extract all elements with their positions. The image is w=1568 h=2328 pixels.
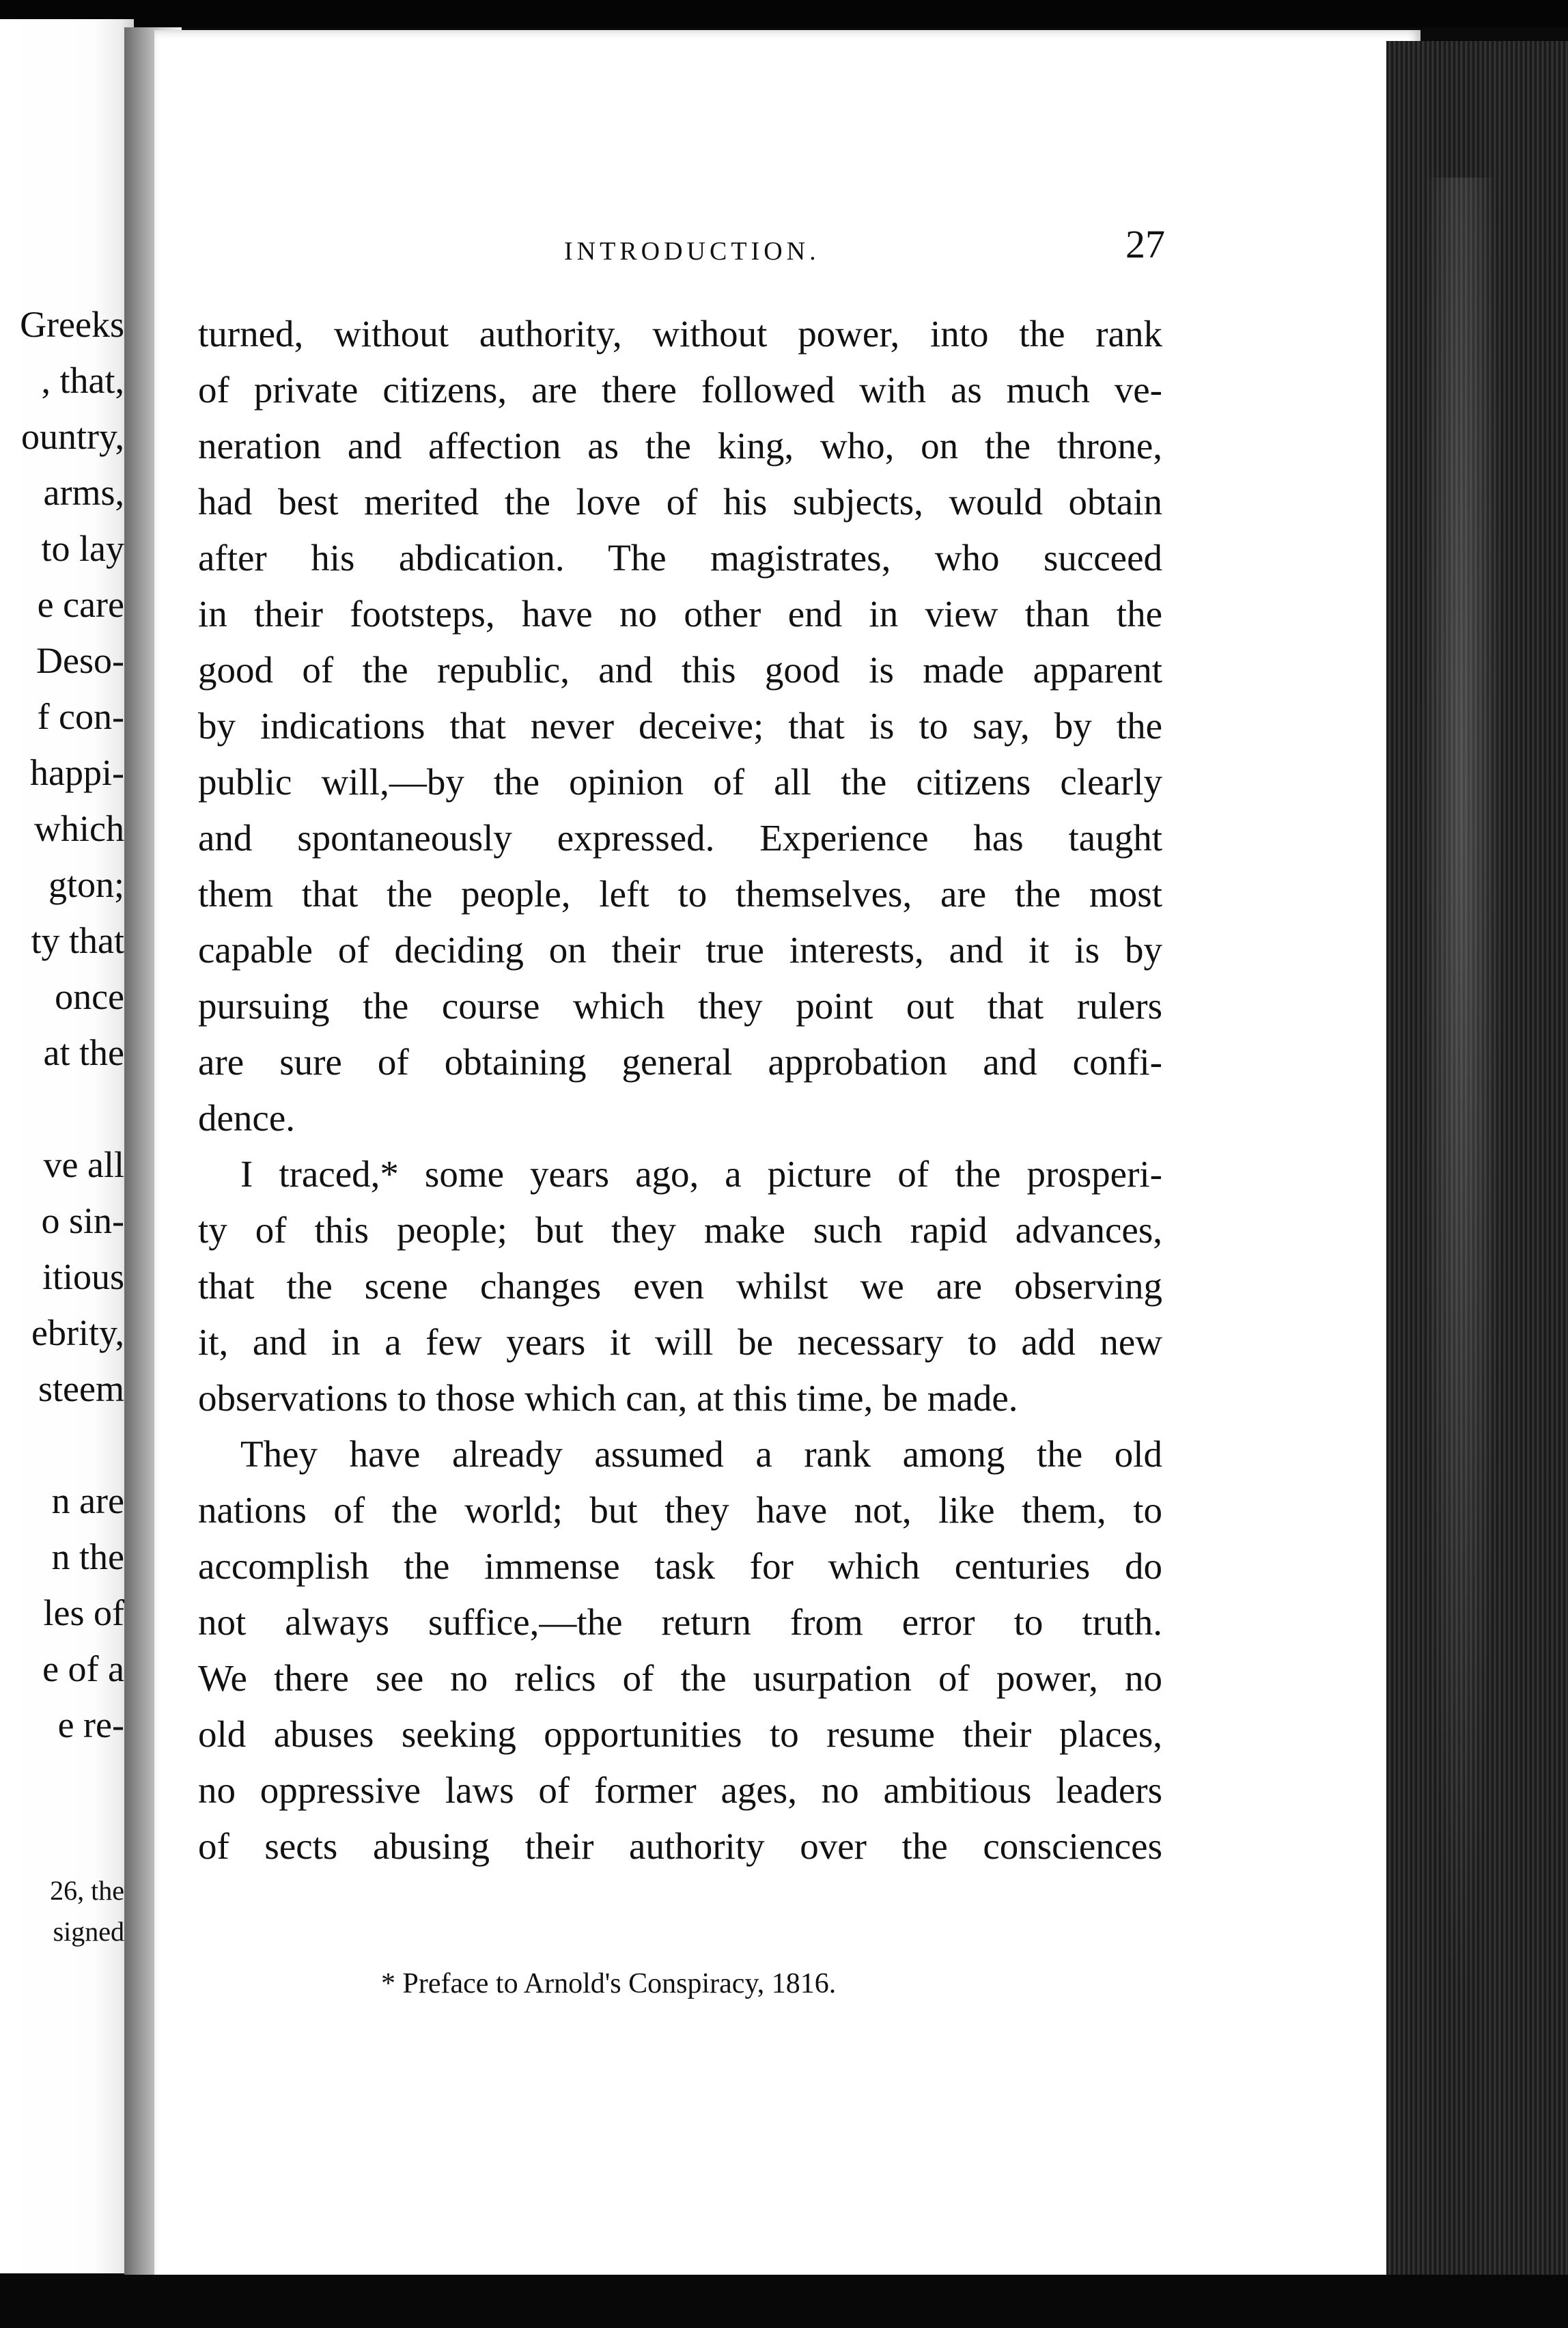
text-line: and spontaneously expressed. Experience has taught <box>198 817 1162 859</box>
text-line: observations to those which can, at this time, be made. <box>198 1377 1018 1419</box>
text-line: after his abdication. The magistrates, who succeed <box>198 537 1162 579</box>
text-line: They have already assumed a rank among the old <box>240 1433 1162 1475</box>
text-line: turned, without authority, without power, into the rank <box>198 313 1162 355</box>
text-line: capable of deciding on their true interests, and it is by <box>198 929 1162 971</box>
left-page-line-fragment: happi- <box>30 752 124 793</box>
text-line: had best merited the love of his subjects, would obtain <box>198 481 1162 523</box>
left-page-line-fragment: Deso- <box>36 640 124 681</box>
text-line: are sure of obtaining general approbation and confi- <box>198 1041 1162 1083</box>
text-line: of sects abusing their authority over the consciences <box>198 1825 1162 1867</box>
left-page-footnote-fragment: signed <box>53 1916 124 1947</box>
left-page-line-fragment: ountry, <box>21 416 124 457</box>
left-page-line-fragment: e re- <box>57 1704 124 1745</box>
running-head <box>414 221 1165 276</box>
footnote: * Preface to Arnold's Conspiracy, 1816. <box>381 1968 837 1999</box>
text-line: ty of this people; but they make such rapid advances, <box>198 1209 1162 1251</box>
left-page-line-fragment: once <box>55 976 124 1017</box>
text-line: of private citizens, are there followed with as much ve- <box>198 369 1162 411</box>
left-page-line-fragment: itious <box>42 1256 124 1297</box>
text-line: good of the republic, and this good is made apparent <box>198 649 1162 691</box>
text-line: dence. <box>198 1097 295 1139</box>
text-line: old abuses seeking opportunities to resume their places, <box>198 1713 1162 1755</box>
text-line: neration and affection as the king, who, on the throne, <box>198 425 1162 467</box>
left-page-line-fragment: e of a <box>42 1648 124 1689</box>
scan-top-edge <box>0 0 1568 27</box>
text-line: pursuing the course which they point out that rulers <box>198 985 1162 1027</box>
text-line: that the scene changes even whilst we are observing <box>198 1265 1162 1307</box>
left-page-line-fragment: n the <box>51 1536 124 1577</box>
left-page-line-fragment: f con- <box>37 696 124 737</box>
scan-bottom-edge <box>0 2275 1568 2328</box>
left-page-line-fragment: ebrity, <box>31 1312 124 1353</box>
left-facing-page <box>0 19 134 2273</box>
body-text <box>198 306 1162 1874</box>
text-line: by indications that never deceive; that is to say, by the <box>198 705 1162 747</box>
text-line: accomplish the immense task for which centuries do <box>198 1545 1162 1587</box>
left-page-line-fragment: ty that <box>31 920 124 961</box>
left-page-line-fragment: at the <box>43 1032 124 1073</box>
left-page-line-fragment: gton; <box>48 864 124 905</box>
left-page-line-fragment: Greeks <box>20 304 124 345</box>
text-line: no oppressive laws of former ages, no ambitious leaders <box>198 1769 1162 1811</box>
left-page-line-fragment: , that, <box>41 360 124 401</box>
left-page-line-fragment: which <box>34 808 124 849</box>
text-line: I traced,* some years ago, a picture of the prosperi- <box>240 1153 1162 1195</box>
left-page-line-fragment: les of <box>43 1592 124 1633</box>
left-page-line-fragment: steem <box>38 1368 124 1409</box>
text-line: nations of the world; but they have not, like them, to <box>198 1489 1162 1531</box>
text-line: them that the people, left to themselves, are the most <box>198 873 1162 915</box>
text-line: not always suffice,—the return from error to truth. <box>198 1601 1162 1643</box>
text-line: We there see no relics of the usurpation of power, no <box>198 1657 1162 1699</box>
running-title: INTRODUCTION. <box>564 237 820 266</box>
left-page-line-fragment: to lay <box>41 528 124 569</box>
page-edge-highlight <box>1414 178 1509 2227</box>
left-page-line-fragment: e care <box>37 584 124 625</box>
left-page-line-fragment: ve all <box>43 1144 124 1185</box>
text-line: it, and in a few years it will be necessary to add new <box>198 1321 1162 1363</box>
left-page-line-fragment: o sin- <box>41 1200 124 1241</box>
left-page-line-fragment: n are <box>51 1480 124 1521</box>
book-page-edges <box>1386 41 1568 2328</box>
text-line: in their footsteps, have no other end in view than the <box>198 593 1162 635</box>
left-page-footnote-fragment: 26, the <box>50 1875 124 1906</box>
page-number: 27 <box>1125 222 1165 266</box>
text-line: public will,—by the opinion of all the citizens clearly <box>198 761 1162 803</box>
left-page-line-fragment: arms, <box>43 472 124 513</box>
